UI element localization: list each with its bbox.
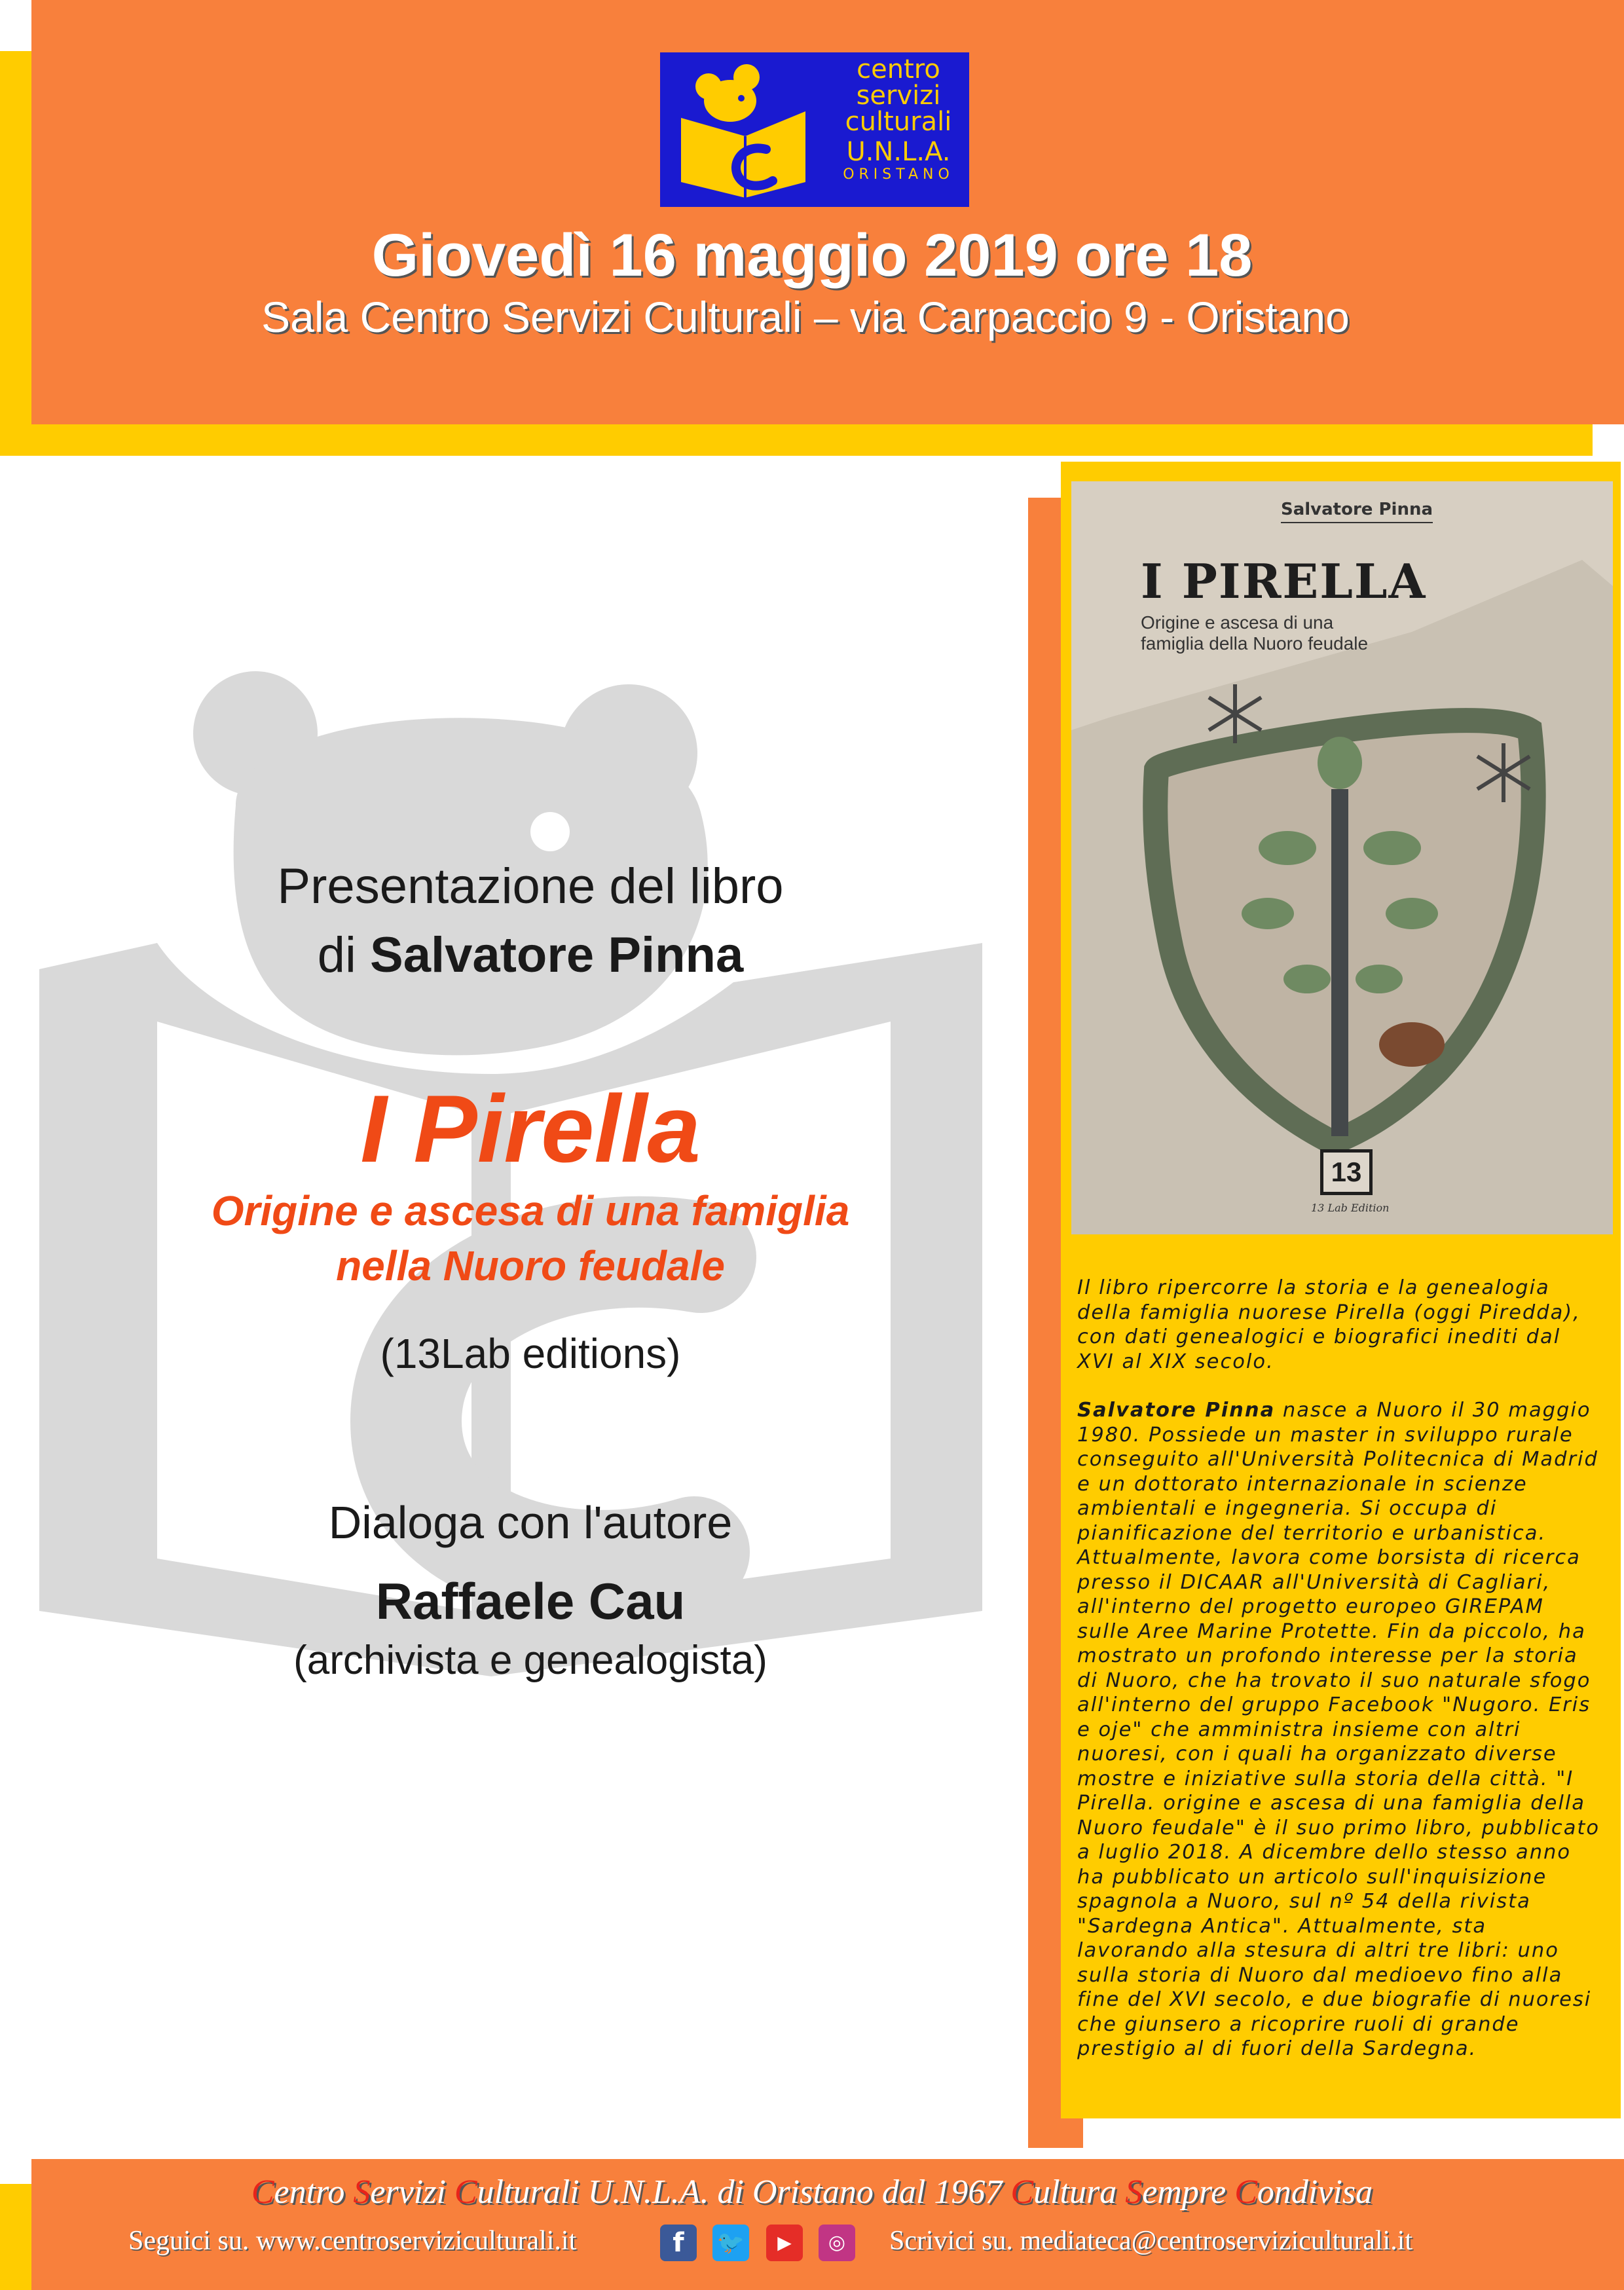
logo-text	[832, 56, 965, 182]
motto-word: empre	[1142, 2173, 1235, 2211]
book-description	[1077, 1276, 1604, 2086]
youtube-icon[interactable]: ▶	[766, 2225, 803, 2261]
motto-word: ervizi	[370, 2173, 454, 2211]
motto-initial: S	[1125, 2173, 1143, 2211]
facebook-icon[interactable]: f	[660, 2225, 697, 2261]
motto-initial: C	[454, 2173, 477, 2211]
event-date: Giovedì 16 maggio 2019 ore 18	[371, 222, 1253, 289]
book-summary: Il libro ripercorre la storia e la genealogia della famiglia nuorese Pirella (oggi Piredda), con dati genealogici e biografici inediti dal XVI al XIX secolo.	[1077, 1276, 1581, 1373]
book-title: I Pirella	[360, 1075, 701, 1182]
author-name: Salvatore Pinna	[370, 927, 744, 983]
logo-line-culturali: culturali	[845, 107, 952, 137]
publisher-logo: 13	[1320, 1149, 1373, 1195]
motto-word: ultura	[1033, 2173, 1126, 2211]
dialogue-label: Dialoga con l'autore	[328, 1497, 733, 1548]
motto-word: ondivisa	[1257, 2173, 1373, 2211]
publisher: (13Lab editions)	[380, 1330, 681, 1377]
book-subtitle-line1: Origine e ascesa di una famiglia	[211, 1187, 850, 1234]
twitter-icon[interactable]: 🐦	[712, 2225, 749, 2261]
motto-initial: C	[251, 2173, 274, 2211]
motto-initial: C	[1010, 2173, 1034, 2211]
book-subtitle-line2: nella Nuoro feudale	[336, 1242, 725, 1289]
cover-author: Salvatore Pinna	[1281, 500, 1433, 523]
author-prefix: di	[317, 927, 356, 983]
logo-line-servizi: servizi	[856, 81, 941, 111]
website-link[interactable]: Seguici su. www.centroserviziculturali.it	[128, 2226, 577, 2256]
logo-line-unla: U.N.L.A.	[846, 137, 951, 167]
logo-line-centro: centro	[857, 54, 940, 84]
presentation-line: Presentazione del libro	[277, 859, 784, 914]
motto-word: entro	[274, 2173, 354, 2211]
author-line	[0, 927, 1061, 984]
bear-reading-book-icon	[668, 58, 825, 202]
author-bio	[1077, 1398, 1604, 2061]
instagram-icon[interactable]: ◎	[819, 2225, 855, 2261]
motto-initial: S	[353, 2173, 371, 2211]
book-cover	[1071, 481, 1613, 1234]
cover-subtitle-line1: Origine e ascesa di una	[1141, 612, 1334, 633]
footer-motto	[0, 2173, 1624, 2211]
cover-publisher: 13 Lab Edition	[1311, 1202, 1390, 1214]
cover-subtitle-line2: famiglia della Nuoro feudale	[1141, 633, 1369, 654]
cover-title: I PIRELLA	[1141, 553, 1427, 609]
author-bio-text: nasce a Nuoro il 30 maggio 1980. Possiede un master in sviluppo rurale conseguito all'Università Politecnica di Madrid e un dottorato internazionale in scienze ambientali e ingegneria. Si occupa di pianificazione del territorio e urbanistica. Attualmente, lavora come borsista di ricerca presso il DICAAR all'Università di Cagliari, all'interno del progetto europeo GIREPAM sulle Aree Marine Protette. Fin da piccolo, ha mostrato un profondo interesse per la storia di Nuoro, che ha trovato il suo naturale sfogo all'interno del gruppo Facebook "Nugoro. Eris e oje" che amministra insieme con altri nuoresi, con i quali ha organizzato diverse mostre e iniziative sulla storia della città. "I Pirella. origine e ascesa di una famiglia della Nuoro feudale" è il suo primo libro, pubblicato a luglio 2018. A dicembre dello stesso anno ha pubblicato un articolo sull'inquisizione spagnola a Nuoro, sul nº 54 della rivista "Sardegna Antica". Attualmente, sta lavorando alla stesura di altri tre libri: uno sulla storia di Nuoro dal medioevo fino alla fine del XVI secolo, e due biografie di nuoresi che giunsero a ricoprire ruoli di grande prestigio al di fuori della Sardegna.	[1077, 1399, 1600, 2060]
email-link[interactable]: Scrivici su. mediateca@centroserviziculturali.it	[889, 2226, 1413, 2256]
logo-line-oristano: ORISTANO	[843, 166, 954, 183]
event-venue: Sala Centro Servizi Culturali – via Carpaccio 9 - Oristano	[261, 293, 1350, 341]
guest-name: Raffaele Cau	[375, 1572, 686, 1630]
author-bio-name: Salvatore Pinna	[1077, 1399, 1276, 1422]
motto-word: ulturali U.N.L.A. di Oristano dal 1967	[477, 2173, 1011, 2211]
motto-initial: C	[1234, 2173, 1257, 2211]
guest-role: (archivista e genealogista)	[293, 1638, 767, 1683]
